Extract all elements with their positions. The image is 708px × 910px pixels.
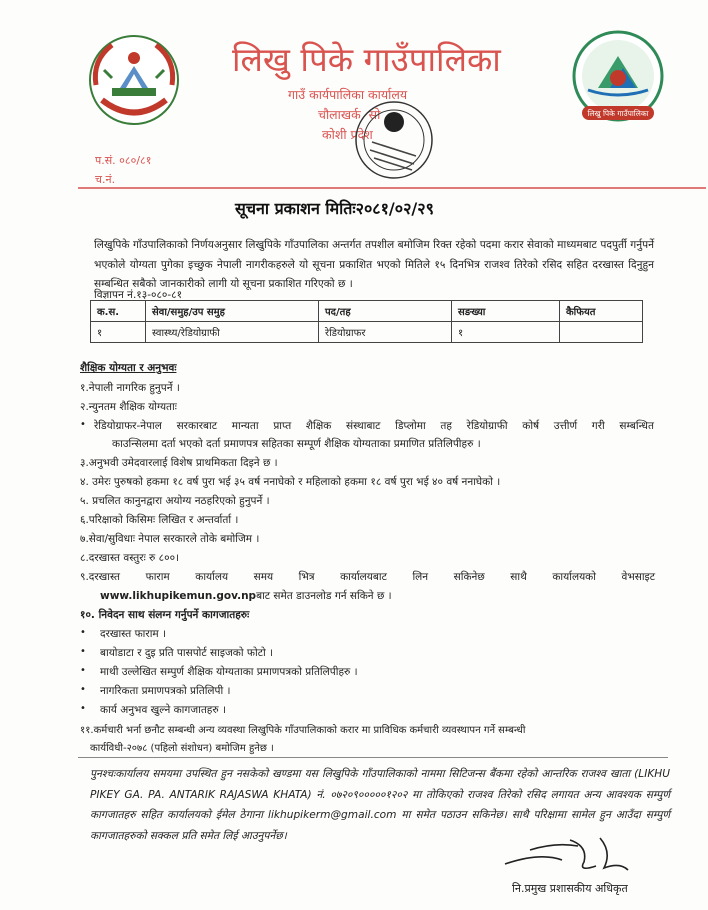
qualification-heading: शैक्षिक योग्यता र अनुभवः <box>80 362 177 374</box>
office-seal-stamp <box>348 96 440 184</box>
table-header-row <box>91 301 643 322</box>
requirement-5: ५. प्रचलित कानुनद्वारा अयोग्य नठहरिएको हुनुपर्ने । <box>80 495 270 507</box>
table-cell: रेडियोग्राफर <box>319 322 452 343</box>
requirement-6: ६.परिक्षाको किसिमः लिखित र अन्तर्वार्ता । <box>80 514 239 526</box>
requirement-10: १०. निवेदन साथ संलग्न गर्नुपर्ने कागजातहरुः <box>80 609 250 621</box>
bullet-icon: • <box>80 684 86 695</box>
document-item: बायोडाटा र दुइ प्रति पासपोर्ट साइजको फोटो । <box>100 647 274 659</box>
nepal-emblem-logo <box>82 30 187 130</box>
document-item: कार्य अनुभव खुल्ने कागजातहरु । <box>100 704 226 716</box>
notice-title: सूचना प्रकाशन मितिः२०८१/०२/२९ <box>235 199 434 218</box>
org-name: लिखु पिके गाउँपालिका <box>232 40 501 79</box>
bullet-icon: • <box>80 627 86 638</box>
document-item: दरखास्त फाराम । <box>100 628 167 640</box>
document-item: नागरिकता प्रमाणपत्रको प्रतिलिपी । <box>100 685 231 697</box>
table-header: सेवा/समुह/उप समुह <box>146 301 319 322</box>
requirement-9-tail: बाट समेत डाउनलोड गर्न सकिने छ । <box>256 590 392 602</box>
office-name: गाउँ कार्यपालिका कार्यालय <box>288 87 408 102</box>
municipality-logo <box>568 28 668 128</box>
requirement-9: ९.दरखास्त फाराम कार्यालय समय भित्र कार्यालयबाट लिन सकिनेछ साथै कार्यालयको वेभसाइट <box>80 571 655 583</box>
table-header: पद/तह <box>319 301 452 322</box>
footer-note: पुनश्चःकार्यालय समयमा उपस्थित हुन नसकेको खण्डमा यस लिखुपिके गाँउपालिकाको नाममा सिटिजन्स बैंकमा रहेको आन्तरिक राजश्व खाता (LIKHU PIKEY GA. PA. ANTARIK RAJASWA KHATA) नं. ०७२०९०००००१२०२ मा तोकिएको राजश्व तिरेको रसिद लगायत अन्य आवश्यक सम्पुर्ण कागजातहरु सहित कार्यालयको ईमेल ठेगाना likhupikerm@gmail.com मा समेत पठाउन सकिनेछ। साथै परिक्षामा सामेल हुन आउँदा सम्पुर्ण कागजातहरुको सक्कल प्रति समेत लिई आउनुपर्नेछ। <box>90 768 670 842</box>
table-header: क.स. <box>91 301 146 322</box>
requirement-7: ७.सेवा/सुविधाः नेपाल सरकारले तोके बमोजिम । <box>80 533 260 545</box>
requirement-9-cont <box>100 589 392 603</box>
bullet-icon: • <box>80 665 86 676</box>
requirement-8: ८.दरखास्त वस्तुरः रु ८००। <box>80 552 180 564</box>
requirement-11: ११.कर्मचारी भर्ना छनौट सम्बन्धी अन्य व्यवस्था लिखुपिके गाँउपालिकाको करार मा प्राविधिक कर्मचारी व्यवस्थापन गर्ने सम्बन्धी <box>80 725 526 736</box>
reference-number: प.सं. ०८०/८१ <box>95 154 152 167</box>
requirement-11-cont: कार्यविधी-२०७८ (पहिलो संशोधन) बमोजिम हुनेछ । <box>90 740 274 754</box>
header-divider <box>78 187 706 189</box>
table-row <box>91 322 643 343</box>
office-province: कोशी प्रदेश <box>322 127 373 142</box>
requirement-2-detail: रेडियोग्राफर-नेपाल सरकारबाट मान्यता प्राप्त शैक्षिक संस्थाबाट डिप्लोमा तह रेडियोग्राफी कोर्ष उत्तीर्ण गरी सम्बन्धित <box>94 420 654 432</box>
table-cell <box>560 322 643 343</box>
advertisement-number: विज्ञापन नं.१३-०८०-८१ <box>94 289 183 301</box>
office-location: चौलाखर्क, सो <box>318 107 381 122</box>
dispatch-number: च.नं. <box>95 173 116 186</box>
document-item: माथी उल्लेखित सम्पुर्ण शैक्षिक योग्यताका प्रमाणपत्रको प्रतिलिपीहरु । <box>100 666 358 678</box>
requirement-3: ३.अनुभवी उमेदवारलाई विशेष प्राथमिकता दिइने छ । <box>80 457 278 469</box>
vacancy-table <box>90 300 643 343</box>
notice-intro: लिखुपिके गाँउपालिकाको निर्णयअनुसार लिखुपिके गाँउपालिका अन्तर्गत तपशील बमोजिम रिक्त रहेको पदमा करार सेवाको माध्यमबाट पदपुर्ती गर्नुपर्ने भएकोले योग्यता पुगेका इच्छुक नेपाली नागरीकहरुले यो सूचना प्रकाशित भएको मितिले १५ दिनभित्र राजश्व तिरेको रसिद सहित दरखास्त दिनुहुन सम्बन्धित सबैको जानकारीको लागी यो सूचना प्रकाशित गरिएको छ । <box>94 239 654 290</box>
requirement-4: ४. उमेरः पुरुषको हकमा १८ वर्ष पुरा भई ३५ वर्ष ननाघेको र महिलाको हकमा १८ वर्ष पुरा भई ४० वर्ष ननाघेको । <box>80 476 501 488</box>
bullet-icon: • <box>80 646 86 657</box>
requirement-1: १.नेपाली नागरिक हुनुपर्ने । <box>80 382 180 394</box>
table-cell: स्वास्थ्य/रेडियोग्राफी <box>146 322 319 343</box>
table-cell: १ <box>91 322 146 343</box>
bullet-icon: • <box>80 703 86 714</box>
website-link[interactable]: www.likhupikemun.gov.np <box>100 590 257 602</box>
table-header: सङख्या <box>452 301 560 322</box>
requirement-2-detail-cont: काउन्सिलमा दर्ता भएको दर्ता प्रमाणपत्र सहितका सम्पूर्ण शैक्षिक योग्यताका प्रमाणित प्रतिलिपीहरु । <box>112 438 481 450</box>
requirement-2: २.न्युनतम शैक्षिक योग्यताः <box>80 401 177 413</box>
handwritten-signature <box>500 832 640 877</box>
bullet-icon: • <box>80 419 86 430</box>
signer-title: नि.प्रमुख प्रशासकीय अधिकृत <box>512 882 628 895</box>
municipality-logo-text: लिखु पिके गाउँपालिका <box>587 109 649 118</box>
table-header: कैफियत <box>560 301 643 322</box>
footer-divider <box>78 757 668 758</box>
table-cell: १ <box>452 322 560 343</box>
